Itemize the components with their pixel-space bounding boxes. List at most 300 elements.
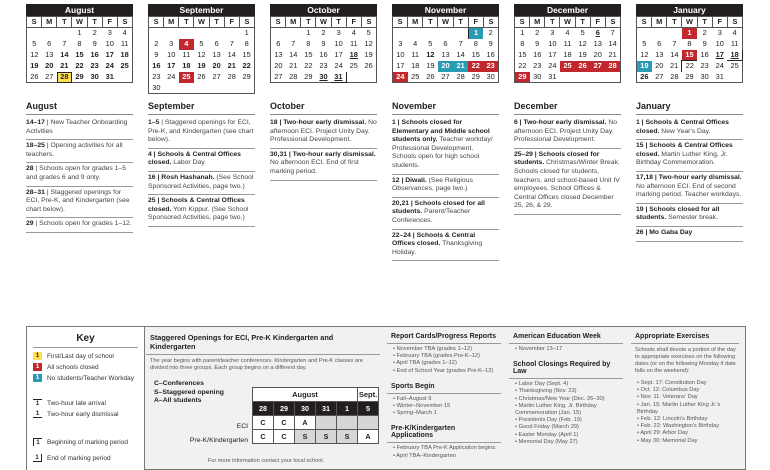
- staggered-legend: C–Conferences S–Staggered opening A–All students: [154, 380, 224, 404]
- events-title: August: [26, 101, 133, 115]
- day-cell: 19: [197, 61, 206, 70]
- events-title: January: [636, 101, 743, 115]
- events-title: September: [148, 101, 255, 115]
- day-cell: [194, 83, 209, 94]
- day-cell: 30: [533, 71, 542, 81]
- day-cell: 29: [304, 71, 313, 81]
- exercises-description: Schools shall devote a portion of the day to appropriate exercises on the following dates (or on the following Monday if date falls on the weekend):: [635, 347, 736, 374]
- day-cell: 28: [227, 72, 236, 81]
- day-cell: 31: [548, 71, 557, 81]
- day-cell: 7: [610, 28, 615, 38]
- day-cell: 3: [169, 39, 174, 48]
- day-cell: 8: [473, 39, 478, 48]
- day-cell: 31: [331, 72, 346, 83]
- day-cell: 15: [75, 50, 84, 59]
- event-item: 29 | Schools open for grades 1–12.: [26, 218, 133, 233]
- day-cell: 8: [306, 39, 311, 48]
- day-cell: 15: [682, 50, 697, 61]
- day-cell: 25: [730, 61, 739, 71]
- month-header: January: [636, 4, 743, 16]
- day-cell: 20: [655, 61, 664, 70]
- day-cell: 2: [154, 39, 159, 48]
- day-cell: 1: [682, 28, 697, 39]
- day-cell: 20: [593, 50, 602, 59]
- weekday-label: W: [682, 17, 697, 28]
- weekday-label: S: [483, 17, 498, 28]
- day-cell: 12: [578, 39, 587, 48]
- key-late-arrival: 1 Two-hour late arrival: [33, 399, 106, 407]
- events-october: [270, 101, 377, 181]
- day-cell: [209, 83, 224, 94]
- day-cell: 27: [212, 72, 221, 81]
- day-cell: 6: [47, 39, 52, 48]
- day-cell: [637, 28, 652, 39]
- day-cell: 27: [45, 71, 54, 81]
- weekday-label: M: [408, 17, 423, 28]
- day-cell: [42, 28, 57, 39]
- events-january: [636, 101, 743, 242]
- key-first-last: 1 First/Last day of school: [33, 352, 114, 360]
- day-cell: 3: [550, 28, 555, 38]
- day-cell: 9: [154, 50, 159, 59]
- event-item: 18 | Two-hour early dismissal. No afternoon ECI. Project Unity Day. Professional Development.: [270, 117, 377, 149]
- day-cell: 7: [291, 39, 296, 48]
- calendar-october: [270, 4, 377, 83]
- key-box: [27, 327, 145, 470]
- day-cell: [423, 28, 438, 39]
- day-cell: 28: [605, 61, 620, 72]
- day-cell: 11: [120, 39, 129, 48]
- day-cell: 26: [197, 72, 206, 81]
- day-cell: [271, 28, 286, 39]
- events-title: October: [270, 101, 377, 115]
- day-cell: 24: [334, 61, 343, 70]
- weekday-label: S: [637, 17, 652, 28]
- weekday-label: T: [301, 17, 316, 28]
- day-cell: 1: [77, 28, 82, 38]
- day-cell: 16: [319, 50, 328, 59]
- weekday-label: S: [117, 17, 132, 28]
- day-cell: 6: [276, 39, 281, 48]
- weekday-label: M: [286, 17, 301, 28]
- day-cell: 19: [30, 61, 39, 70]
- day-cell: 6: [443, 39, 448, 48]
- overline-swatch: 1: [33, 399, 42, 407]
- weekday-label: M: [652, 17, 667, 28]
- exercises-column: [631, 327, 745, 470]
- day-cell: [727, 72, 742, 83]
- day-cell: 17: [105, 50, 114, 59]
- weekday-label: T: [697, 17, 712, 28]
- day-cell: 29: [471, 71, 480, 81]
- day-cell: 6: [214, 39, 219, 48]
- day-cell: 27: [590, 61, 605, 72]
- staggered-description: The year begins with parent/teacher conferences. Kindergarten and Pre-K classes are divided into three groups. Each group begins on a different day.: [150, 358, 363, 371]
- eci-row: C C A: [253, 416, 379, 430]
- weekday-label: T: [57, 17, 72, 28]
- day-cell: [239, 83, 254, 94]
- event-item: 28–31 | Staggered openings for ECI, Pre-K, and Kindergarten (see chart below).: [26, 187, 133, 219]
- key-workday: 1 No students/Teacher Workday: [33, 374, 134, 382]
- day-cell: 14: [608, 39, 617, 48]
- day-cell: [164, 83, 179, 94]
- weekday-label: S: [149, 17, 164, 28]
- day-cell: 29: [242, 72, 251, 81]
- education-week-list: • November 13–17: [509, 344, 629, 355]
- day-cell: 30: [90, 71, 99, 81]
- day-cell: [27, 28, 42, 39]
- day-cell: 27: [655, 71, 664, 81]
- day-cell: [667, 28, 682, 39]
- day-cell: 4: [351, 28, 356, 38]
- exercises-title: Appropriate Exercises: [631, 327, 739, 344]
- weekday-label: M: [42, 17, 57, 28]
- day-cell: 10: [548, 39, 557, 48]
- day-cell: 21: [453, 61, 468, 72]
- day-cell: 24: [548, 61, 557, 70]
- day-cell: 27: [441, 71, 450, 81]
- day-cell: 20: [274, 61, 283, 70]
- key-closed: 1 All schools closed: [33, 363, 99, 371]
- day-cell: 2: [702, 28, 707, 38]
- day-cell: [224, 28, 239, 39]
- closings-title: School Closings Required by Law: [509, 355, 623, 379]
- calendar-november: [392, 4, 499, 83]
- education-week-title: American Education Week: [509, 327, 623, 344]
- weekday-label: F: [102, 17, 117, 28]
- day-cell: [393, 28, 408, 39]
- day-cell: 17: [167, 61, 176, 70]
- weekday-label: T: [331, 17, 346, 28]
- weekday-label: T: [575, 17, 590, 28]
- day-cell: [438, 28, 453, 39]
- day-cell: 7: [229, 39, 234, 48]
- day-cell: [164, 28, 179, 39]
- day-cell: [652, 28, 667, 39]
- weekday-label: S: [27, 17, 42, 28]
- event-item: 20,21 | Schools closed for all students. Parent/Teacher Conferences.: [392, 198, 499, 230]
- day-cell: 28: [456, 71, 465, 81]
- event-item: 17,18 | Two-hour early dismissal. No afternoon ECI. End of second marking period. Teacher workdays.: [636, 172, 743, 204]
- day-cell: 13: [441, 50, 450, 59]
- day-cell: 18: [120, 50, 129, 59]
- day-cell: 26: [426, 71, 435, 81]
- day-cell: 14: [227, 50, 236, 59]
- event-item: 26 | Mo Gaba Day: [636, 227, 743, 242]
- day-cell: 24: [393, 72, 408, 83]
- day-cell: 2: [92, 28, 97, 38]
- day-cell: [560, 72, 575, 83]
- events-september: [148, 101, 255, 227]
- day-cell: 12: [640, 50, 649, 59]
- staggered-row-labels: ECI Pre-K/Kindergarten: [189, 423, 248, 444]
- day-cell: 30: [319, 71, 328, 81]
- day-cell: 24: [715, 61, 724, 70]
- day-cell: 10: [396, 50, 405, 59]
- day-cell: 16: [700, 50, 709, 59]
- day-cell: 7: [62, 39, 67, 48]
- day-cell: 10: [167, 50, 176, 59]
- day-cell: 17: [715, 50, 724, 59]
- weekday-label: F: [712, 17, 727, 28]
- day-cell: 5: [642, 39, 647, 48]
- exercises-list: • Sept. 17: Constitution Day • Oct. 12: Columbus Day • Nov. 11: Veterans' Day • Jan. 15: Martin Luther King Jr.'s Birthday • Feb. 12: Lincoln's Birthday • Feb. 22: Washington's Birthday • April 29: Arbor Day • May 30: Memorial Day: [631, 378, 745, 447]
- day-cell: 7: [672, 39, 677, 48]
- weekday-label: F: [346, 17, 361, 28]
- weekday-label: M: [164, 17, 179, 28]
- weekday-label: W: [72, 17, 87, 28]
- day-cell: 13: [274, 50, 283, 59]
- events-december: [514, 101, 621, 215]
- day-cell: [605, 72, 620, 83]
- day-cell: 4: [732, 28, 737, 38]
- day-cell: [575, 72, 590, 83]
- day-cell: 24: [167, 72, 176, 81]
- prek-row: C C S S S A: [253, 430, 379, 444]
- day-cell: 15: [304, 50, 313, 59]
- day-cell: 18: [563, 50, 572, 59]
- day-cell: [408, 28, 423, 39]
- day-cell: 1: [306, 28, 311, 38]
- info-panel: [26, 326, 746, 470]
- staggered-footer: For more information contact your local school.: [207, 458, 325, 464]
- day-cell: [209, 28, 224, 39]
- day-cell: 6: [595, 28, 600, 38]
- day-cell: 18: [182, 61, 191, 70]
- event-item: 12 | Diwali. (See Religious Observances, page two.): [392, 175, 499, 198]
- month-header: October: [270, 4, 377, 16]
- weekday-label: S: [727, 17, 742, 28]
- day-cell: [590, 72, 605, 83]
- day-cell: 19: [426, 61, 435, 70]
- event-item: 1 | Schools & Central Offices closed. New Year's Day.: [636, 117, 743, 140]
- report-cards-list: • November TBA (grades 1–12) • February TBA (grades Pre-K–12) • April TBA (grades 1–12) • End of School Year (grades Pre-K–12): [387, 344, 507, 377]
- day-cell: 7: [458, 39, 463, 48]
- day-cell: 20: [45, 61, 54, 70]
- day-cell: 22: [468, 61, 483, 72]
- staggered-title: Staggered Openings for ECI, Pre-K Kindergarten and Kindergarten: [146, 327, 380, 355]
- day-cell: 3: [107, 28, 112, 38]
- sports-list: • Fall–August 9 • Winter–November 15 • Spring–March 1: [387, 394, 507, 420]
- day-cell: 17: [334, 50, 343, 59]
- day-cell: 13: [593, 39, 602, 48]
- education-closings-column: [509, 327, 629, 470]
- weekday-label: F: [468, 17, 483, 28]
- report-sports-column: [387, 327, 507, 470]
- day-cell: 23: [483, 61, 498, 72]
- day-cell: [224, 83, 239, 94]
- yellow-swatch: 1: [33, 352, 42, 360]
- day-cell: 9: [92, 39, 97, 48]
- sept-header: Sept.: [358, 388, 379, 402]
- day-cell: 17: [548, 50, 557, 59]
- event-item: 30,31 | Two-hour early dismissal. No afternoon ECI. End of first marking period.: [270, 149, 377, 181]
- day-cell: 22: [304, 61, 313, 70]
- sports-title: Sports Begin: [387, 377, 501, 394]
- day-cell: 17: [396, 61, 405, 70]
- day-cell: 18: [349, 50, 358, 59]
- day-cell: 19: [364, 50, 373, 59]
- day-cell: 19: [637, 61, 652, 72]
- weekday-label: T: [209, 17, 224, 28]
- day-cell: [179, 28, 194, 39]
- day-cell: 8: [520, 39, 525, 48]
- day-cell: 12: [426, 50, 435, 59]
- event-item: 22–24 | Schools & Central Offices closed. Thanksgiving Holiday.: [392, 230, 499, 262]
- day-cell: 1: [244, 28, 249, 38]
- day-cell: 29: [75, 71, 84, 81]
- day-cell: 9: [488, 39, 493, 48]
- underline-swatch: 1: [33, 410, 42, 418]
- event-item: 28 | Schools open for grades 1–5 and grades 6 and 9 only.: [26, 163, 133, 186]
- day-cell: 3: [398, 39, 403, 48]
- staggered-table: [252, 387, 379, 444]
- weekday-label: M: [530, 17, 545, 28]
- day-cell: 8: [244, 39, 249, 48]
- day-cell: 22: [518, 61, 527, 70]
- day-cell: 9: [702, 39, 707, 48]
- day-cell: 23: [319, 61, 328, 70]
- day-cell: 29: [515, 72, 530, 83]
- day-cell: 23: [90, 61, 99, 70]
- day-cell: 11: [730, 39, 739, 48]
- day-cell: 14: [60, 50, 69, 59]
- weekday-label: S: [515, 17, 530, 28]
- day-cell: 15: [518, 50, 527, 59]
- day-cell: 9: [321, 39, 326, 48]
- month-header: December: [514, 4, 621, 16]
- day-cell: 25: [411, 71, 420, 81]
- day-cell: 8: [77, 39, 82, 48]
- day-cell: [57, 28, 72, 39]
- events-title: November: [392, 101, 499, 115]
- event-item: 6 | Two-hour early dismissal. No afternoon ECI. Project Unity Day. Professional Development.: [514, 117, 621, 149]
- day-cell: 2: [321, 28, 326, 38]
- events-title: December: [514, 101, 621, 115]
- prek-apps-title: Pre-K/Kindergarten Applications: [387, 419, 501, 443]
- day-cell: 25: [179, 72, 194, 83]
- day-cell: 16: [486, 50, 495, 59]
- month-header: August: [26, 4, 133, 16]
- month-header: November: [392, 4, 499, 16]
- key-end-marking: 1 End of marking period: [33, 454, 111, 462]
- event-item: 1–5 | Staggered openings for ECI, Pre-K, and Kindergarten (see chart below).: [148, 117, 255, 149]
- day-cell: [361, 72, 376, 83]
- day-cell: 12: [197, 50, 206, 59]
- events-august: [26, 101, 133, 233]
- day-cell: 21: [60, 61, 69, 70]
- day-cell: [346, 72, 361, 83]
- day-cell: 31: [715, 71, 724, 81]
- weekday-label: W: [438, 17, 453, 28]
- event-item: 25 | Schools & Central Offices closed. Yom Kippur. (See School Sponsored Activities, page two.): [148, 195, 255, 227]
- day-cell: 4: [413, 39, 418, 48]
- day-cell: 21: [289, 61, 298, 70]
- day-cell: 4: [179, 39, 194, 50]
- day-cell: 1: [468, 28, 483, 39]
- day-cell: [149, 28, 164, 39]
- event-item: 16 | Rosh Hashanah. (See School Sponsored Activities, page two.): [148, 172, 255, 195]
- day-cell: 11: [349, 39, 358, 48]
- day-cell: 5: [32, 39, 37, 48]
- day-cell: 23: [152, 72, 161, 81]
- day-cell: 8: [687, 39, 692, 48]
- day-cell: 25: [349, 61, 358, 70]
- day-cell: [453, 28, 468, 39]
- day-cell: 1: [520, 28, 525, 38]
- day-cell: 12: [364, 39, 373, 48]
- day-cell: 28: [57, 72, 72, 83]
- day-cell: 18: [727, 50, 742, 61]
- weekday-label: S: [239, 17, 254, 28]
- calendar-january: [636, 4, 743, 83]
- day-cell: 11: [411, 50, 420, 59]
- weekday-label: T: [423, 17, 438, 28]
- event-item: 18–25 | Opening activities for all teachers.: [26, 140, 133, 163]
- day-cell: 24: [105, 61, 114, 70]
- weekday-label: T: [87, 17, 102, 28]
- day-cell: [179, 83, 194, 94]
- day-cell: 14: [289, 50, 298, 59]
- day-cell: 12: [30, 50, 39, 59]
- weekday-label: S: [271, 17, 286, 28]
- bracket-close-swatch: 1: [33, 454, 42, 462]
- day-cell: 2: [488, 28, 493, 38]
- day-cell: 26: [640, 71, 649, 81]
- day-cell: 5: [580, 28, 585, 38]
- day-cell: 21: [669, 61, 679, 70]
- day-cell: 18: [411, 61, 420, 70]
- day-cell: 11: [182, 50, 191, 59]
- event-item: 14–17 | New Teacher Onboarding Activities: [26, 117, 133, 140]
- day-cell: 28: [670, 71, 679, 81]
- staggered-openings: [146, 327, 386, 470]
- event-item: 25–29 | Schools closed for students. Christmas/Winter Break. Schools closed for students, teachers, and school-based Unit IV employees. School Offices & Central Offices closed December 25, 26, & 29.: [514, 149, 621, 215]
- closings-list: • Labor Day (Sept. 4) • Thanksgiving (Nov. 23) • Christmas/New Year (Dec. 26–30) • Martin Luther King, Jr. Birthday Commemoration (Jan. 15) • Presidents Day (Feb. 19) • Good Friday (March 29) • Easter Monday (April 1) • Memorial Day (May 27): [509, 379, 629, 448]
- key-early-dismissal: 1 Two-hour early dismissal: [33, 410, 119, 418]
- day-cell: 26: [30, 71, 39, 81]
- day-cell: 16: [152, 61, 161, 70]
- day-cell: 4: [122, 28, 127, 38]
- day-cell: 22: [242, 61, 251, 70]
- weekday-label: T: [667, 17, 682, 28]
- weekday-label: F: [224, 17, 239, 28]
- day-cell: 29: [685, 71, 694, 81]
- prek-apps-list: • February TBA Pre-K Application begins. • April TBA–Kindergarten: [387, 443, 507, 461]
- day-cell: 10: [105, 39, 114, 48]
- report-cards-title: Report Cards/Progress Reports: [387, 327, 501, 344]
- day-cell: 11: [563, 39, 572, 48]
- weekday-label: T: [545, 17, 560, 28]
- calendar-december: [514, 4, 621, 83]
- weekday-label: S: [393, 17, 408, 28]
- calendar-september: [148, 4, 255, 94]
- weekday-label: W: [316, 17, 331, 28]
- day-cell: 31: [105, 71, 114, 81]
- day-cell: 2: [535, 28, 540, 38]
- day-cell: 3: [336, 28, 341, 38]
- day-cell: 22: [75, 61, 84, 70]
- calendar-august: [26, 4, 133, 83]
- red-swatch: 1: [33, 363, 42, 371]
- day-cell: 13: [655, 50, 664, 59]
- day-cell: 5: [199, 39, 204, 48]
- event-item: 19 | Schools closed for all students. Semester break.: [636, 204, 743, 227]
- day-cell: [286, 28, 301, 39]
- weekday-label: W: [194, 17, 209, 28]
- day-cell: 5: [366, 28, 371, 38]
- day-cell: 22: [682, 61, 697, 72]
